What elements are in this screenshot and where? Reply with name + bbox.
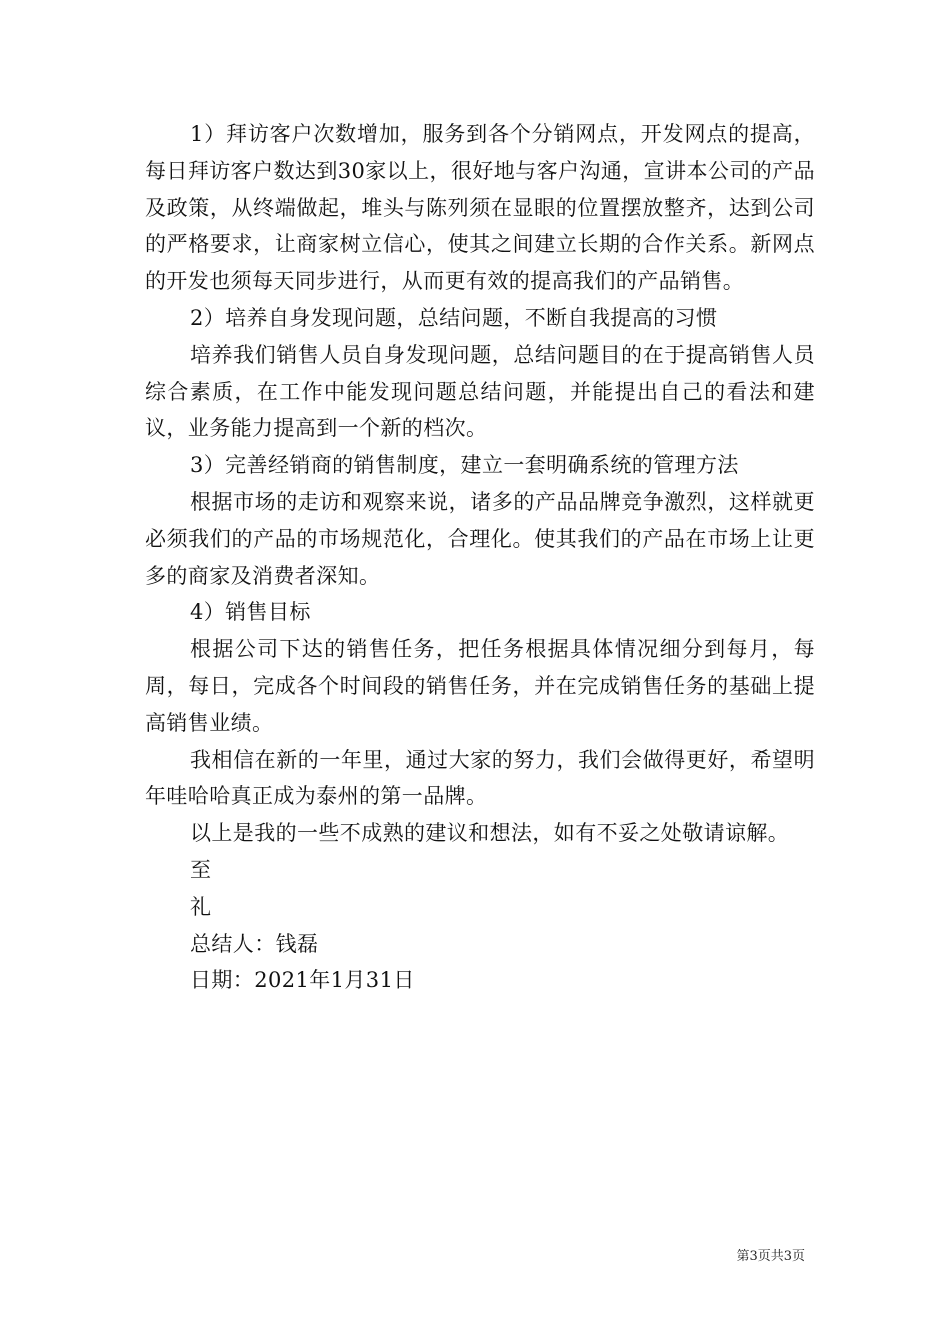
document-body bbox=[145, 116, 815, 999]
author-line: 总结人：钱磊 bbox=[190, 931, 319, 956]
paragraph-self-improvement: 培养我们销售人员自身发现问题，总结问题目的在于提高销售人员综合素质，在工作中能发现问题总结问题，并能提出自己的看法和建议，业务能力提高到一个新的档次。 bbox=[145, 342, 815, 441]
date-line: 日期：2021年1月31日 bbox=[190, 968, 415, 993]
salutation-line-2: 礼 bbox=[190, 894, 212, 919]
paragraph-sales-target: 根据公司下达的销售任务，把任务根据具体情况细分到每月，每周，每日，完成各个时间段的销售任务，并在完成销售任务的基础上提高销售业绩。 bbox=[145, 637, 815, 735]
paragraph-heading-dealer-system: 3）完善经销商的销售制度，建立一套明确系统的管理方法 bbox=[190, 453, 739, 478]
paragraph-outlook: 我相信在新的一年里，通过大家的努力，我们会做得更好，希望明年哇哈哈真正成为泰州的第一品牌。 bbox=[145, 747, 815, 809]
paragraph-heading-self-improvement: 2）培养自身发现问题，总结问题，不断自我提高的习惯 bbox=[190, 305, 718, 330]
paragraph-heading-sales-target: 4）销售目标 bbox=[190, 600, 311, 625]
paragraph-visit-customers: 1）拜访客户次数增加，服务到各个分销网点，开发网点的提高，每日拜访客户数达到30家以上，很好地与客户沟通，宣讲本公司的产品及政策，从终端做起，堆头与陈列须在显眼的位置摆放整齐，达到公司的严格要求，让商家树立信心，使其之间建立长期的合作关系。新网点的开发也须每天同步进行，从而更有效的提高我们的产品销售。 bbox=[145, 122, 815, 294]
page-number: 第3页共3页 bbox=[736, 1249, 805, 1264]
paragraph-dealer-system: 根据市场的走访和观察来说，诸多的产品品牌竞争激烈，这样就更必须我们的产品的市场规范化，合理化。使其我们的产品在市场上让更多的商家及消费者深知。 bbox=[145, 489, 815, 588]
salutation-line-1: 至 bbox=[190, 857, 212, 882]
paragraph-closing-remark: 以上是我的一些不成熟的建议和想法，如有不妥之处敬请谅解。 bbox=[190, 821, 790, 846]
